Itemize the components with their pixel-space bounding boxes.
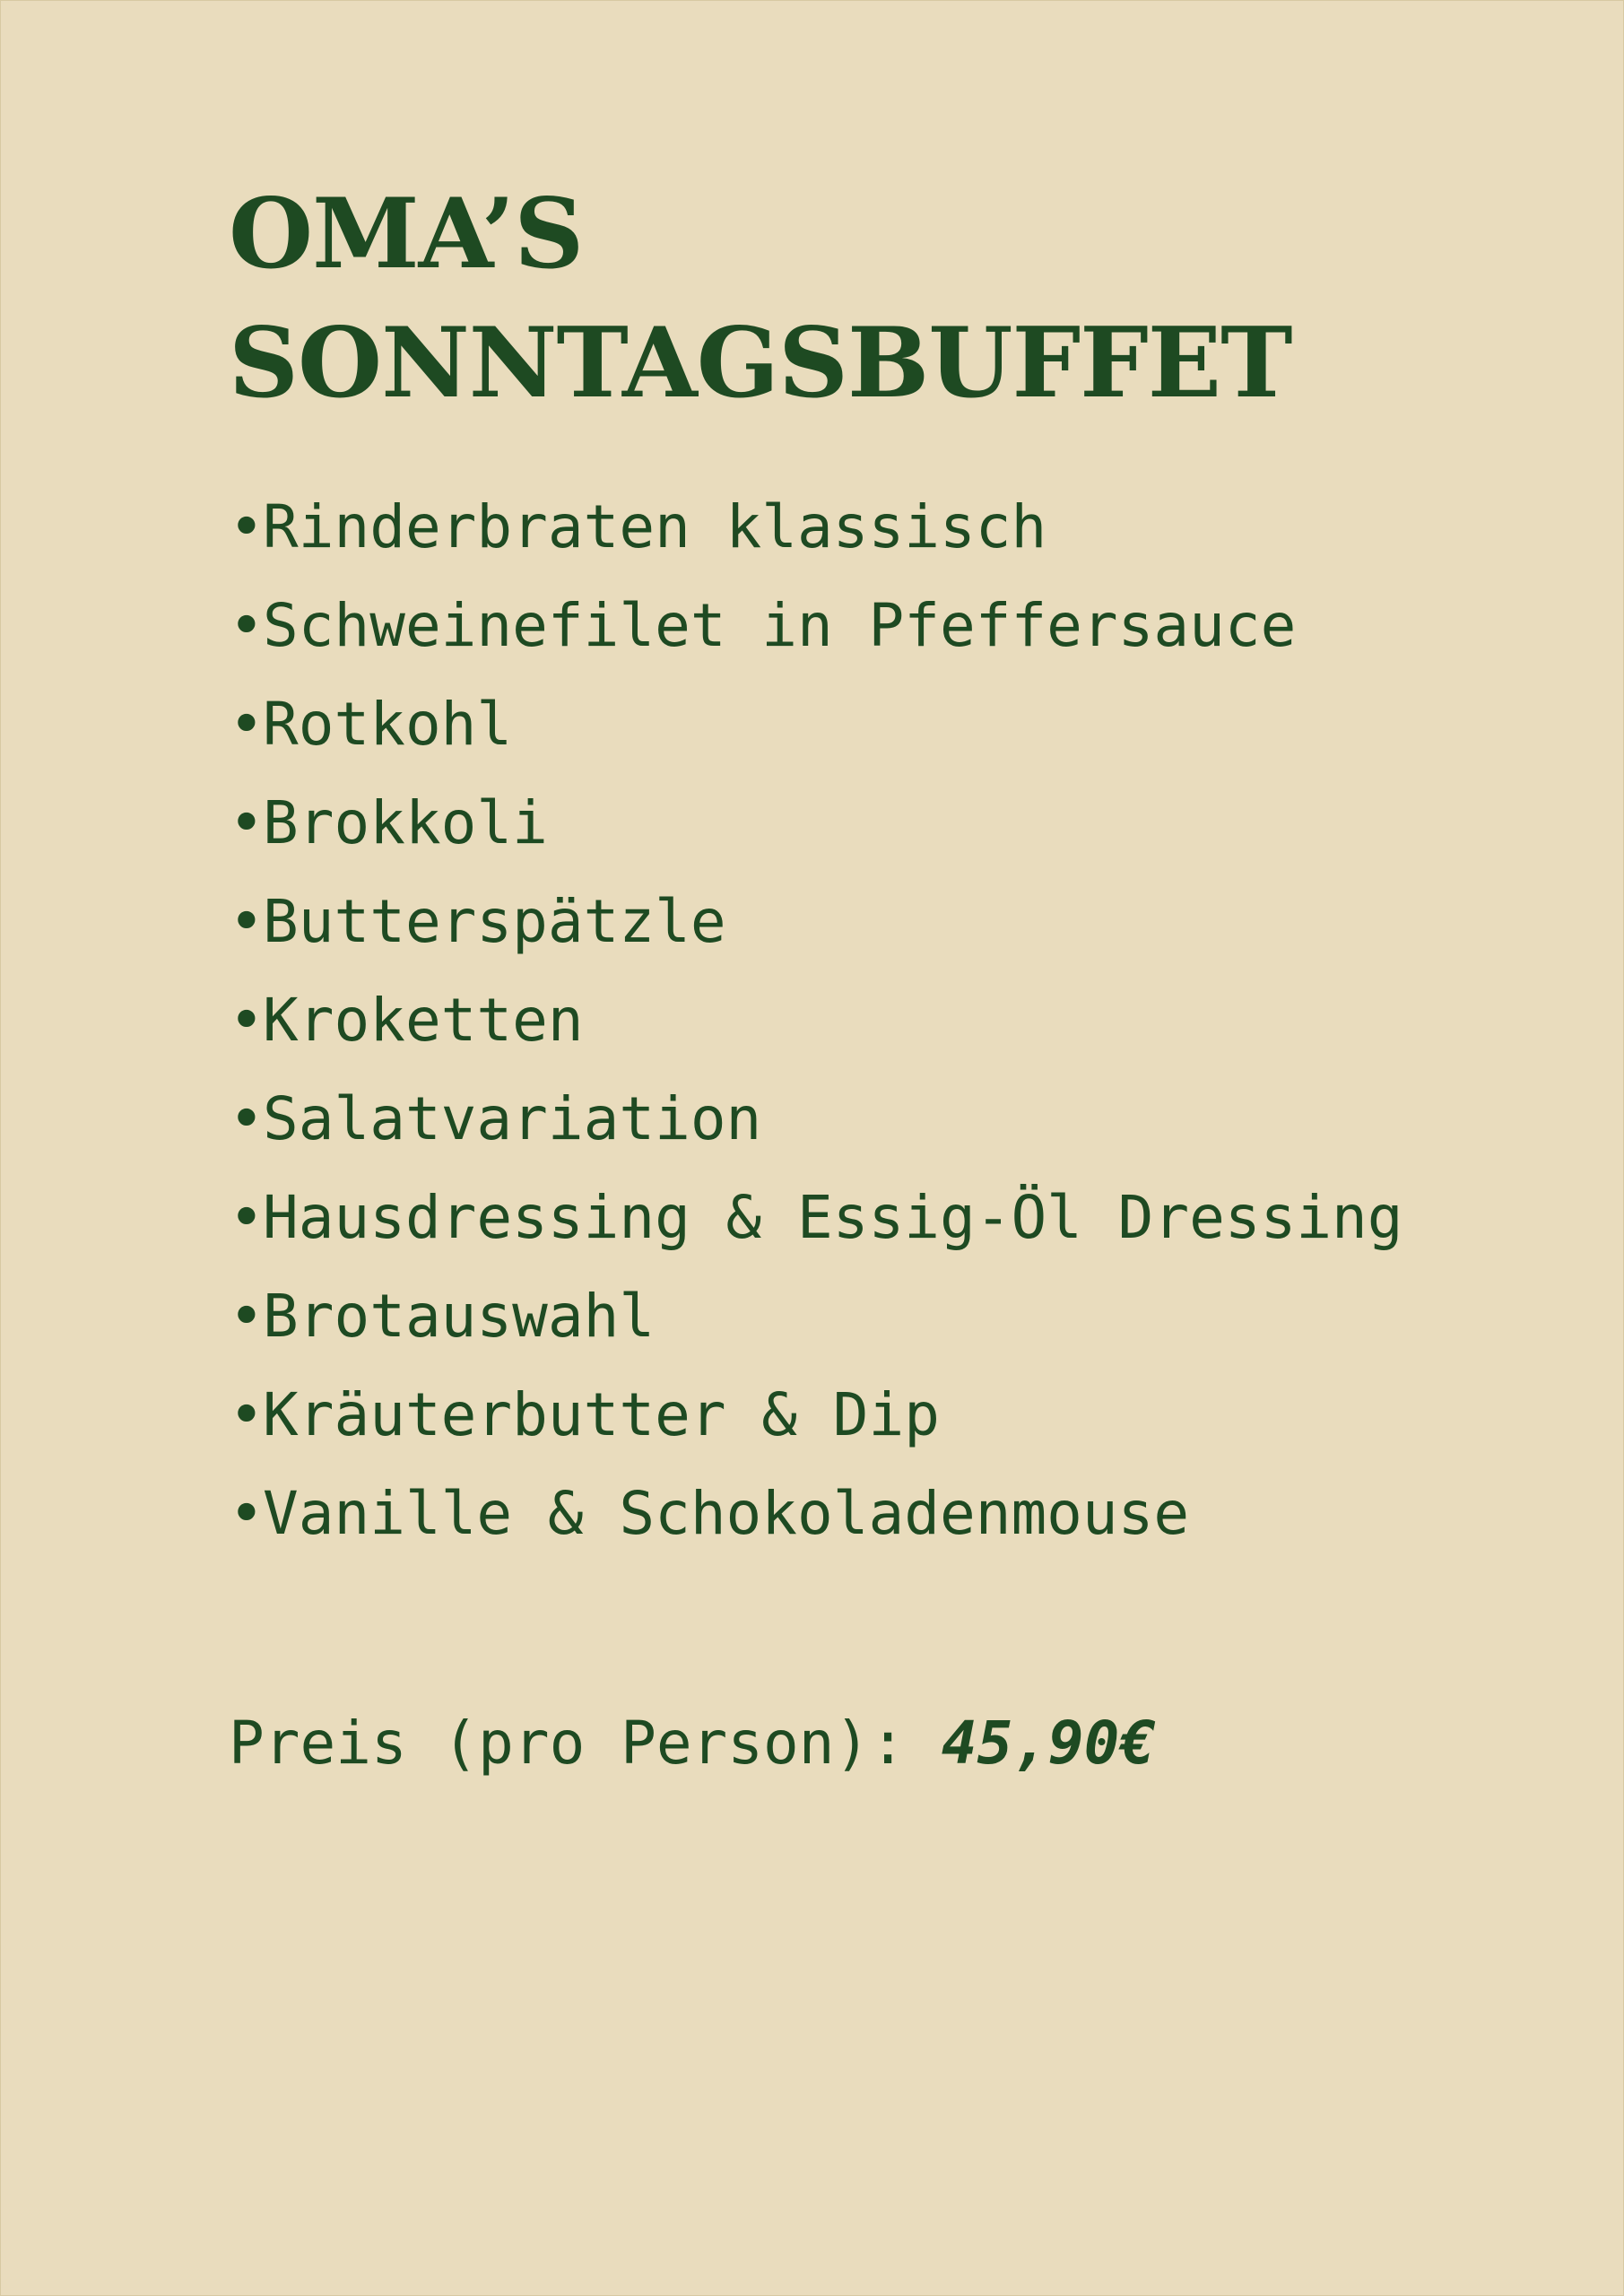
menu-title [229,170,1484,428]
price-label: Preis (pro Person): [229,1709,942,1778]
menu-item-label: Rinderbraten klassisch [263,492,1047,561]
bullet-icon: • [229,887,265,956]
menu-item-list [229,478,1403,1563]
list-item [229,971,1403,1070]
list-item [229,1366,1403,1465]
list-item [229,774,1403,873]
list-item [229,1169,1403,1267]
bullet-icon: • [229,690,265,759]
price-value: 45,90€ [941,1709,1156,1778]
menu-item-label: Rotkohl [263,690,513,759]
bullet-icon: • [229,1084,265,1153]
list-item [229,577,1403,675]
list-item [229,873,1403,971]
bullet-icon: • [229,591,265,660]
bullet-icon: • [229,1380,265,1449]
menu-item-label: Kroketten [263,986,584,1055]
bullet-icon: • [229,986,265,1055]
list-item [229,478,1403,577]
menu-item-label: Schweinefilet in Pfeffersauce [263,591,1297,660]
list-item [229,1070,1403,1169]
menu-item-label: Kräuterbutter & Dip [263,1380,940,1449]
list-item [229,675,1403,774]
bullet-icon: • [229,788,265,857]
menu-item-label: Hausdressing & Essig-Öl Dressing [263,1183,1403,1252]
bullet-icon: • [229,1282,265,1351]
menu-title-line-1: OMA’S [229,178,584,291]
menu-item-label: Butterspätzle [263,887,726,956]
list-item [229,1465,1403,1563]
bullet-icon: • [229,1183,265,1252]
menu-title-line-2: SONNTAGSBUFFET [229,307,1292,420]
price-line [229,1694,1155,1793]
menu-item-label: Brokkoli [263,788,548,857]
bullet-icon: • [229,1479,265,1548]
menu-item-label: Vanille & Schokoladenmouse [263,1479,1190,1548]
bullet-icon: • [229,492,265,561]
menu-item-label: Salatvariation [263,1084,762,1153]
list-item [229,1267,1403,1366]
menu-item-label: Brotauswahl [263,1282,656,1351]
